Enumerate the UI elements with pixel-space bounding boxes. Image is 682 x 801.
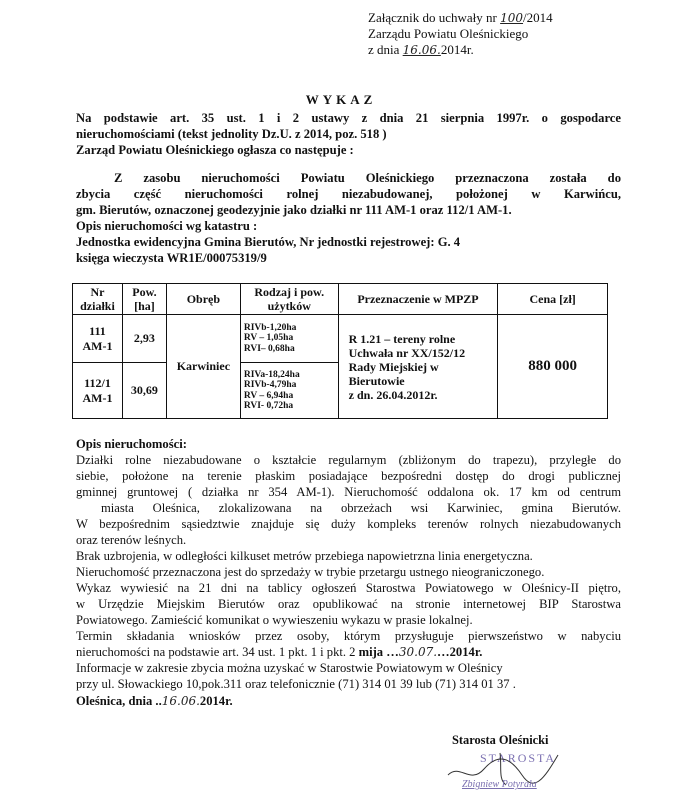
body-paragraph (76, 170, 621, 266)
body-line: zbycia część nieruchomości rolnej niezabudowanej, położonej w Karwińcu, (76, 187, 621, 201)
land-use-item: RV – 1,05ha (243, 333, 294, 344)
description-line: oraz terenów leśnych. (76, 533, 187, 547)
column-header: Nr działki (73, 284, 123, 315)
table-row (73, 315, 608, 363)
land-use-cell (240, 315, 338, 363)
deadline-label: mija … (358, 645, 399, 659)
description-line: w Urzędzie Miejskim Bierutów oraz opublikować na stronie internetowej BIP Starostwa (76, 597, 621, 611)
document-title: WYKAZ (305, 92, 377, 107)
property-table (72, 283, 608, 419)
parcel-number: 111 AM-1 (73, 315, 123, 363)
description-line: miasta Oleśnica, zlokalizowana na obrzeżach wsi Karwiniec, gmina Bierutów. (101, 501, 621, 515)
land-use-item: RIVb-1,20ha (243, 322, 297, 333)
land-use-item: RIVa-18,24ha (243, 369, 300, 380)
land-use-item: RIVb-4,79ha (243, 380, 297, 390)
stamp-signature-graphic (440, 745, 570, 791)
header-text: z dnia (368, 42, 400, 57)
description-text: nieruchomości na podstawie art. 34 ust. 1 pkt. 1 i pkt. 2 (76, 645, 356, 659)
description-section (76, 436, 621, 692)
deadline-year: …2014r. (437, 645, 483, 659)
parcel-area: 2,93 (122, 315, 166, 363)
intro-line: Na podstawie art. 35 ust. 1 i 2 ustawy z dnia 21 sierpnia 1997r. o gospodarce (76, 111, 621, 125)
place-text: Oleśnica, dnia .. (76, 694, 162, 708)
description-line: Powiatowego. Zamieścić komunikat o wywieszeniu wykazu w prasie lokalnej. (76, 613, 473, 627)
description-line: gminnej gruntowej ( działka nr 354 AM-1). Nieruchomość oddalona ok. 17 km od centrum (76, 485, 621, 499)
place-date (76, 694, 233, 709)
header-line-1 (368, 10, 553, 26)
header-line-2: Zarządu Powiatu Oleśnickiego (368, 26, 529, 41)
description-line: Informacje w zakresie zbycia można uzyskać w Starostwie Powiatowym w Oleśnicy (76, 661, 503, 675)
intro-line: Zarząd Powiatu Oleśnickiego ogłasza co następuje : (76, 143, 354, 157)
parcel-number: 112/1 AM-1 (73, 363, 123, 419)
body-line: Jednostka ewidencyjna Gmina Bierutów, Nr jednostki rejestrowej: G. 4 (76, 235, 461, 249)
intro-paragraph (76, 110, 621, 158)
description-line: przy ul. Słowackiego 10,pok.311 oraz telefonicznie (71) 314 01 39 lub (71) 314 01 37 . (76, 677, 516, 691)
description-line: Wykaz wywiesić na 21 dni na tablicy ogłoszeń Starostwa Powiatowego w Oleśnicy-II piętro, (76, 581, 621, 595)
body-line: księga wieczysta WR1E/00075319/9 (76, 251, 267, 265)
column-header: Obręb (166, 284, 240, 315)
header-text: /2014 (523, 10, 553, 25)
official-stamp (440, 745, 570, 790)
description-line: siebie, położone na terenie płaskim posiadające bezpośredni dostęp do drogi publicznej (76, 469, 621, 483)
stamp-name-text: Zbigniew Potyrała (462, 779, 537, 790)
zoning-line: Uchwała nr XX/152/12 (348, 345, 466, 360)
description-line: W bezpośrednim sąsiedztwie znajduje się duży kompleks terenów rolnych niezabudowanych (76, 517, 621, 531)
land-use-item: RVI- 0,72ha (243, 401, 294, 411)
signatory-title: Starosta Oleśnicki (452, 733, 549, 747)
handwritten-deadline-date: 30.07. (398, 645, 438, 659)
column-header: Cena [zł] (498, 284, 608, 315)
zoning-cell (338, 315, 498, 419)
column-header: Rodzaj i pow. użytków (240, 284, 338, 315)
stamp-title-text: STAROSTA (480, 751, 557, 765)
land-use-cell (240, 363, 338, 419)
column-header: Pow. [ha] (122, 284, 166, 315)
zoning-line: R 1.21 – tereny rolne (348, 331, 456, 346)
handwritten-resolution-number: 100 (500, 11, 524, 25)
header-text: 2014r. (440, 42, 474, 57)
header-block (368, 10, 553, 58)
cadastral-district: Karwiniec (166, 315, 240, 419)
handwritten-date: 16.06. (402, 43, 441, 57)
description-line: Działki rolne niezabudowane o kształcie regularnym (zbliżonym do trapezu), przyległe do (76, 453, 621, 467)
description-line (76, 644, 621, 660)
parcel-area: 30,69 (122, 363, 166, 419)
price-cell: 880 000 (498, 315, 608, 419)
land-use-item: RV – 6,94ha (243, 390, 294, 401)
land-use-item: RVI– 0,68ha (243, 343, 295, 354)
section-heading: Opis nieruchomości: (76, 437, 187, 451)
handwritten-date: 16.06. (161, 694, 200, 708)
body-line: Z zasobu nieruchomości Powiatu Oleśnickiego przeznaczona została do (114, 171, 621, 185)
description-line: Termin składania wniosków przez osoby, którym przysługuje pierwszeństwo w nabyciu (76, 629, 621, 643)
date-year: 2014r. (199, 694, 233, 708)
header-line-3 (368, 42, 553, 58)
column-header: Przeznaczenie w MPZP (338, 284, 498, 315)
table-header-row (73, 284, 608, 315)
zoning-line: Rady Miejskiej w Bierutowie (348, 359, 439, 388)
body-line: gm. Bierutów, oznaczonej geodezyjnie jako działki nr 111 AM-1 oraz 112/1 AM-1. (76, 203, 512, 217)
header-text: Załącznik do uchwały nr (368, 10, 497, 25)
description-line: Brak uzbrojenia, w odległości kilkuset metrów przebiega napowietrzna linia energetyczna. (76, 549, 533, 563)
intro-line: nieruchomościami (tekst jednolity Dz.U. z 2014, poz. 518 ) (76, 127, 387, 141)
description-line: Nieruchomość przeznaczona jest do sprzedaży w trybie przetargu ustnego nieograniczonego. (76, 565, 545, 579)
zoning-line: z dn. 26.04.2012r. (348, 387, 438, 402)
body-line: Opis nieruchomości wg katastru : (76, 219, 258, 233)
